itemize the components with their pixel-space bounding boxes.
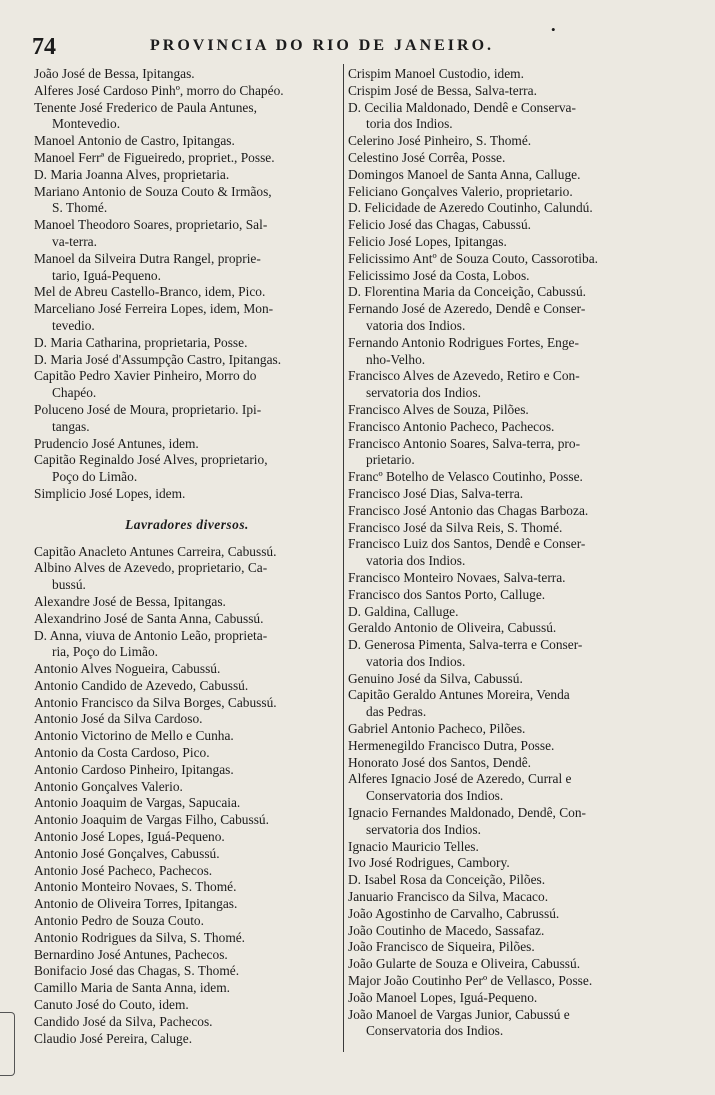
left-column: [34, 66, 340, 1047]
entry-line: Prudencio José Antunes, idem.: [34, 435, 199, 451]
entry-line: João Francisco de Siqueira, Pilões.: [348, 939, 535, 955]
entry-line: Tenente José Frederico de Paula Antunes,: [34, 99, 257, 115]
entry-line: Francisco Alves de Souza, Pilões.: [348, 401, 529, 417]
list-entry: [348, 620, 680, 637]
entry-line: Camillo Maria de Santa Anna, idem.: [34, 980, 230, 996]
list-entry: [34, 863, 340, 880]
list-entry: [34, 486, 340, 503]
list-entry: [348, 402, 680, 419]
list-entry: [34, 251, 340, 285]
list-entry: [348, 889, 680, 906]
list-entry: [34, 452, 340, 486]
list-entry: [348, 167, 680, 184]
list-entry: [34, 711, 340, 728]
left-top-entries: [34, 66, 340, 503]
list-entry: [34, 947, 340, 964]
entry-line: João Coutinho de Macedo, Sassafaz.: [348, 922, 545, 938]
entry-line: D. Isabel Rosa da Conceição, Pilões.: [348, 872, 546, 888]
entry-line: Canuto José do Couto, idem.: [34, 997, 189, 1013]
entry-line: Marceliano José Ferreira Lopes, idem, Mon-: [34, 301, 274, 317]
entry-line: D. Cecilia Maldonado, Dendê e Conserva-: [348, 99, 576, 115]
list-entry: [348, 805, 680, 839]
entry-line: Alexandre José de Bessa, Ipitangas.: [34, 593, 226, 609]
list-entry: [348, 637, 680, 671]
entry-line: Francisco José da Silva Reis, S. Thomé.: [348, 519, 563, 535]
entry-line: Major João Coutinho Perº de Vellasco, Posse.: [348, 973, 593, 989]
list-entry: [34, 133, 340, 150]
entry-line: Felicissimo José da Costa, Lobos.: [348, 267, 530, 283]
entry-line: Francisco Alves de Azevedo, Retiro e Con-: [348, 368, 580, 384]
entry-line: Antonio José Lopes, Iguá-Pequeno.: [34, 829, 225, 845]
entry-line: Bonifacio José das Chagas, S. Thomé.: [34, 963, 240, 979]
list-entry: [348, 234, 680, 251]
list-entry: [34, 678, 340, 695]
entry-line: Genuino José da Silva, Cabussú.: [348, 670, 523, 686]
entry-continuation-line: Chapéo.: [52, 385, 97, 401]
entry-line: Manoel Antonio de Castro, Ipitangas.: [34, 133, 235, 149]
list-entry: [34, 779, 340, 796]
entry-line: Ivo José Rodrigues, Cambory.: [348, 855, 510, 871]
entry-line: Antonio Alves Nogueira, Cabussú.: [34, 661, 221, 677]
entry-line: Manoel da Silveira Dutra Rangel, proprie-: [34, 250, 261, 266]
right-entries: [348, 66, 680, 1040]
list-entry: [348, 990, 680, 1007]
list-entry: [348, 301, 680, 335]
entry-continuation-line: bussú.: [52, 577, 86, 593]
list-entry: [348, 771, 680, 805]
list-entry: [34, 301, 340, 335]
list-entry: [348, 520, 680, 537]
entry-continuation-line: S. Thomé.: [52, 200, 108, 216]
entry-line: Hermenegildo Francisco Dutra, Posse.: [348, 737, 555, 753]
entry-line: D. Maria Joanna Alves, proprietaria.: [34, 166, 230, 182]
entry-line: Antonio Francisco da Silva Borges, Cabussú.: [34, 694, 277, 710]
entry-line: Antonio Joaquim de Vargas, Sapucaia.: [34, 795, 241, 811]
entry-line: Antonio José Pacheco, Pachecos.: [34, 862, 213, 878]
entry-line: Antonio José Gonçalves, Cabussú.: [34, 845, 220, 861]
entry-line: Antonio Joaquim de Vargas Filho, Cabussú.: [34, 812, 269, 828]
entry-continuation-line: vatoria dos Indios.: [366, 653, 466, 669]
entry-continuation-line: vatoria dos Indios.: [366, 317, 466, 333]
list-entry: [348, 368, 680, 402]
entry-line: Capitão Reginaldo José Alves, proprietario,: [34, 452, 268, 468]
list-entry: [34, 1031, 340, 1048]
list-entry: [34, 368, 340, 402]
entry-line: D. Felicidade de Azeredo Coutinho, Calundú.: [348, 200, 593, 216]
list-entry: [348, 570, 680, 587]
entry-line: D. Maria Catharina, proprietaria, Posse.: [34, 334, 248, 350]
entry-line: Geraldo Antonio de Oliveira, Cabussú.: [348, 620, 557, 636]
entry-continuation-line: va-terra.: [52, 233, 97, 249]
entry-continuation-line: Poço do Limão.: [52, 469, 138, 485]
entry-continuation-line: das Pedras.: [366, 704, 427, 720]
entry-line: Antonio Victorino de Mello e Cunha.: [34, 728, 234, 744]
list-entry: [348, 906, 680, 923]
entry-line: Antonio Gonçalves Valerio.: [34, 778, 183, 794]
entry-line: Mariano Antonio de Souza Couto & Irmãos,: [34, 183, 272, 199]
entry-line: Feliciano Gonçalves Valerio, proprietario.: [348, 183, 573, 199]
entry-line: Francº Botelho de Velasco Coutinho, Posse.: [348, 469, 583, 485]
entry-continuation-line: prietario.: [366, 452, 415, 468]
entry-continuation-line: Montevedio.: [52, 116, 121, 132]
list-entry: [34, 745, 340, 762]
entry-line: Claudio José Pereira, Caluge.: [34, 1030, 193, 1046]
entry-line: Alferes Ignacio José de Azeredo, Curral e: [348, 771, 572, 787]
entry-line: Francisco Antonio Soares, Salva-terra, pro-: [348, 435, 581, 451]
entry-line: Manoel Ferrª de Figueiredo, propriet., Posse.: [34, 149, 275, 165]
right-column: [348, 66, 680, 1040]
list-entry: [34, 167, 340, 184]
entry-line: Antonio Cardoso Pinheiro, Ipitangas.: [34, 761, 234, 777]
entry-line: João Manoel Lopes, Iguá-Pequeno.: [348, 989, 538, 1005]
entry-line: Francisco Antonio Pacheco, Pachecos.: [348, 418, 555, 434]
entry-line: Crispim José de Bessa, Salva-terra.: [348, 82, 537, 98]
entry-line: Bernardino José Antunes, Pachecos.: [34, 946, 228, 962]
entry-line: Poluceno José de Moura, proprietario. Ipi-: [34, 401, 262, 417]
entry-continuation-line: vatoria dos Indios.: [366, 553, 466, 569]
page-number: 74: [32, 34, 56, 60]
entry-line: D. Florentina Maria da Conceição, Cabussú.: [348, 284, 586, 300]
entry-line: Honorato José dos Santos, Dendê.: [348, 754, 531, 770]
list-entry: [34, 846, 340, 863]
list-entry: [34, 352, 340, 369]
list-entry: [348, 419, 680, 436]
entry-continuation-line: tangas.: [52, 418, 90, 434]
list-entry: [348, 100, 680, 134]
list-entry: [348, 687, 680, 721]
list-entry: [34, 812, 340, 829]
list-entry: [348, 436, 680, 470]
list-entry: [348, 150, 680, 167]
list-entry: [34, 100, 340, 134]
binding-edge: [0, 1012, 15, 1076]
entry-continuation-line: servatoria dos Indios.: [366, 821, 481, 837]
list-entry: [348, 200, 680, 217]
list-entry: [34, 879, 340, 896]
entry-line: Celerino José Pinheiro, S. Thomé.: [348, 133, 532, 149]
list-entry: [348, 1007, 680, 1041]
list-entry: [348, 83, 680, 100]
entry-line: Simplicio José Lopes, idem.: [34, 485, 186, 501]
entry-line: Capitão Anacleto Antunes Carreira, Cabussú.: [34, 543, 277, 559]
list-entry: [34, 795, 340, 812]
entry-continuation-line: tario, Iguá-Pequeno.: [52, 267, 161, 283]
list-entry: [34, 184, 340, 218]
list-entry: [348, 738, 680, 755]
list-entry: [348, 939, 680, 956]
entry-line: D. Galdina, Calluge.: [348, 603, 459, 619]
list-entry: [34, 150, 340, 167]
list-entry: [348, 839, 680, 856]
list-entry: [348, 335, 680, 369]
list-entry: [348, 217, 680, 234]
list-entry: [348, 956, 680, 973]
list-entry: [34, 83, 340, 100]
entry-continuation-line: tevedio.: [52, 317, 95, 333]
entry-line: Alferes José Cardoso Pinhº, morro do Chapéo.: [34, 82, 284, 98]
entry-line: Antonio Rodrigues da Silva, S. Thomé.: [34, 929, 246, 945]
entry-line: Alexandrino José de Santa Anna, Cabussú.: [34, 610, 264, 626]
list-entry: [348, 872, 680, 889]
entry-line: Fernando Antonio Rodrigues Fortes, Enge-: [348, 334, 579, 350]
entry-line: Felicio José das Chagas, Cabussú.: [348, 217, 531, 233]
list-entry: [34, 611, 340, 628]
entry-line: Fernando José de Azeredo, Dendê e Conser-: [348, 301, 586, 317]
entry-line: D. Generosa Pimenta, Salva-terra e Conser-: [348, 637, 583, 653]
list-entry: [34, 695, 340, 712]
entry-line: Felicio José Lopes, Ipitangas.: [348, 233, 507, 249]
list-entry: [34, 728, 340, 745]
entry-line: Celestino José Corrêa, Posse.: [348, 149, 506, 165]
list-entry: [34, 594, 340, 611]
entry-line: Albino Alves de Azevedo, proprietario, Ca-: [34, 560, 268, 576]
list-entry: [34, 1014, 340, 1031]
entry-line: Manoel Theodoro Soares, proprietario, Sal-: [34, 217, 268, 233]
entry-line: Antonio Candido de Azevedo, Cabussú.: [34, 677, 249, 693]
list-entry: [34, 217, 340, 251]
list-entry: [348, 755, 680, 772]
entry-line: João José de Bessa, Ipitangas.: [34, 66, 195, 81]
entry-line: João Manoel de Vargas Junior, Cabussú e: [348, 1006, 570, 1022]
entry-line: Antonio José da Silva Cardoso.: [34, 711, 203, 727]
entry-line: Felicissimo Antº de Souza Couto, Cassorotiba.: [348, 250, 599, 266]
list-entry: [34, 980, 340, 997]
entry-line: Antonio Pedro de Souza Couto.: [34, 913, 204, 929]
entry-continuation-line: nho-Velho.: [366, 351, 426, 367]
left-section-entries: [34, 544, 340, 1048]
entry-line: Crispim Manoel Custodio, idem.: [348, 66, 524, 81]
list-entry: [34, 913, 340, 930]
entry-line: João Agostinho de Carvalho, Cabrussú.: [348, 905, 560, 921]
entry-line: João Gularte de Souza e Oliveira, Cabussú.: [348, 956, 581, 972]
list-entry: [348, 855, 680, 872]
list-entry: [348, 604, 680, 621]
list-entry: [348, 536, 680, 570]
entry-line: Antonio da Costa Cardoso, Pico.: [34, 745, 210, 761]
entry-line: Candido José da Silva, Pachecos.: [34, 1013, 213, 1029]
entry-line: Francisco José Dias, Salva-terra.: [348, 485, 524, 501]
entry-line: Francisco Monteiro Novaes, Salva-terra.: [348, 569, 566, 585]
running-head: PROVINCIA DO RIO DE JANEIRO.: [150, 37, 495, 54]
list-entry: [348, 721, 680, 738]
entry-line: Mel de Abreu Castello-Branco, idem, Pico.: [34, 284, 266, 300]
list-entry: [348, 486, 680, 503]
list-entry: [34, 762, 340, 779]
list-entry: [348, 469, 680, 486]
entry-continuation-line: servatoria dos Indios.: [366, 385, 481, 401]
list-entry: [348, 284, 680, 301]
list-entry: [34, 335, 340, 352]
list-entry: [34, 544, 340, 561]
entry-line: Capitão Geraldo Antunes Moreira, Venda: [348, 687, 570, 703]
list-entry: [34, 661, 340, 678]
list-entry: [348, 66, 680, 83]
entry-line: Capitão Pedro Xavier Pinheiro, Morro do: [34, 368, 257, 384]
list-entry: [34, 560, 340, 594]
list-entry: [348, 973, 680, 990]
entry-line: Januario Francisco da Silva, Macaco.: [348, 889, 549, 905]
entry-line: Francisco Luiz dos Santos, Dendê e Conser-: [348, 536, 586, 552]
list-entry: [348, 587, 680, 604]
column-rule: [343, 64, 344, 1052]
list-entry: [34, 402, 340, 436]
entry-line: Antonio Monteiro Novaes, S. Thomé.: [34, 879, 237, 895]
printer-mark: •: [551, 22, 556, 37]
list-entry: [34, 930, 340, 947]
entry-line: Gabriel Antonio Pacheco, Pilões.: [348, 721, 526, 737]
list-entry: [34, 66, 340, 83]
list-entry: [34, 284, 340, 301]
entry-continuation-line: toria dos Indios.: [366, 116, 453, 132]
list-entry: [348, 133, 680, 150]
entry-line: Ignacio Mauricio Telles.: [348, 838, 479, 854]
list-entry: [348, 923, 680, 940]
entry-continuation-line: Conservatoria dos Indios.: [366, 788, 504, 804]
entry-continuation-line: ria, Poço do Limão.: [52, 644, 158, 660]
list-entry: [34, 896, 340, 913]
entry-line: D. Maria José d'Assumpção Castro, Ipitangas.: [34, 351, 282, 367]
section-heading: Lavradores diversos.: [125, 516, 249, 532]
list-entry: [34, 628, 340, 662]
entry-line: Antonio de Oliveira Torres, Ipitangas.: [34, 896, 238, 912]
entry-line: Domingos Manoel de Santa Anna, Calluge.: [348, 166, 581, 182]
entry-line: Francisco José Antonio das Chagas Barboza.: [348, 502, 589, 518]
list-entry: [34, 963, 340, 980]
list-entry: [34, 436, 340, 453]
list-entry: [34, 829, 340, 846]
list-entry: [34, 997, 340, 1014]
entry-line: Ignacio Fernandes Maldonado, Dendê, Con-: [348, 805, 586, 821]
entry-continuation-line: Conservatoria dos Indios.: [366, 1023, 504, 1039]
list-entry: [348, 268, 680, 285]
list-entry: [348, 251, 680, 268]
list-entry: [348, 671, 680, 688]
entry-line: D. Anna, viuva de Antonio Leão, proprieta-: [34, 627, 268, 643]
entry-line: Francisco dos Santos Porto, Calluge.: [348, 586, 546, 602]
list-entry: [348, 503, 680, 520]
list-entry: [348, 184, 680, 201]
